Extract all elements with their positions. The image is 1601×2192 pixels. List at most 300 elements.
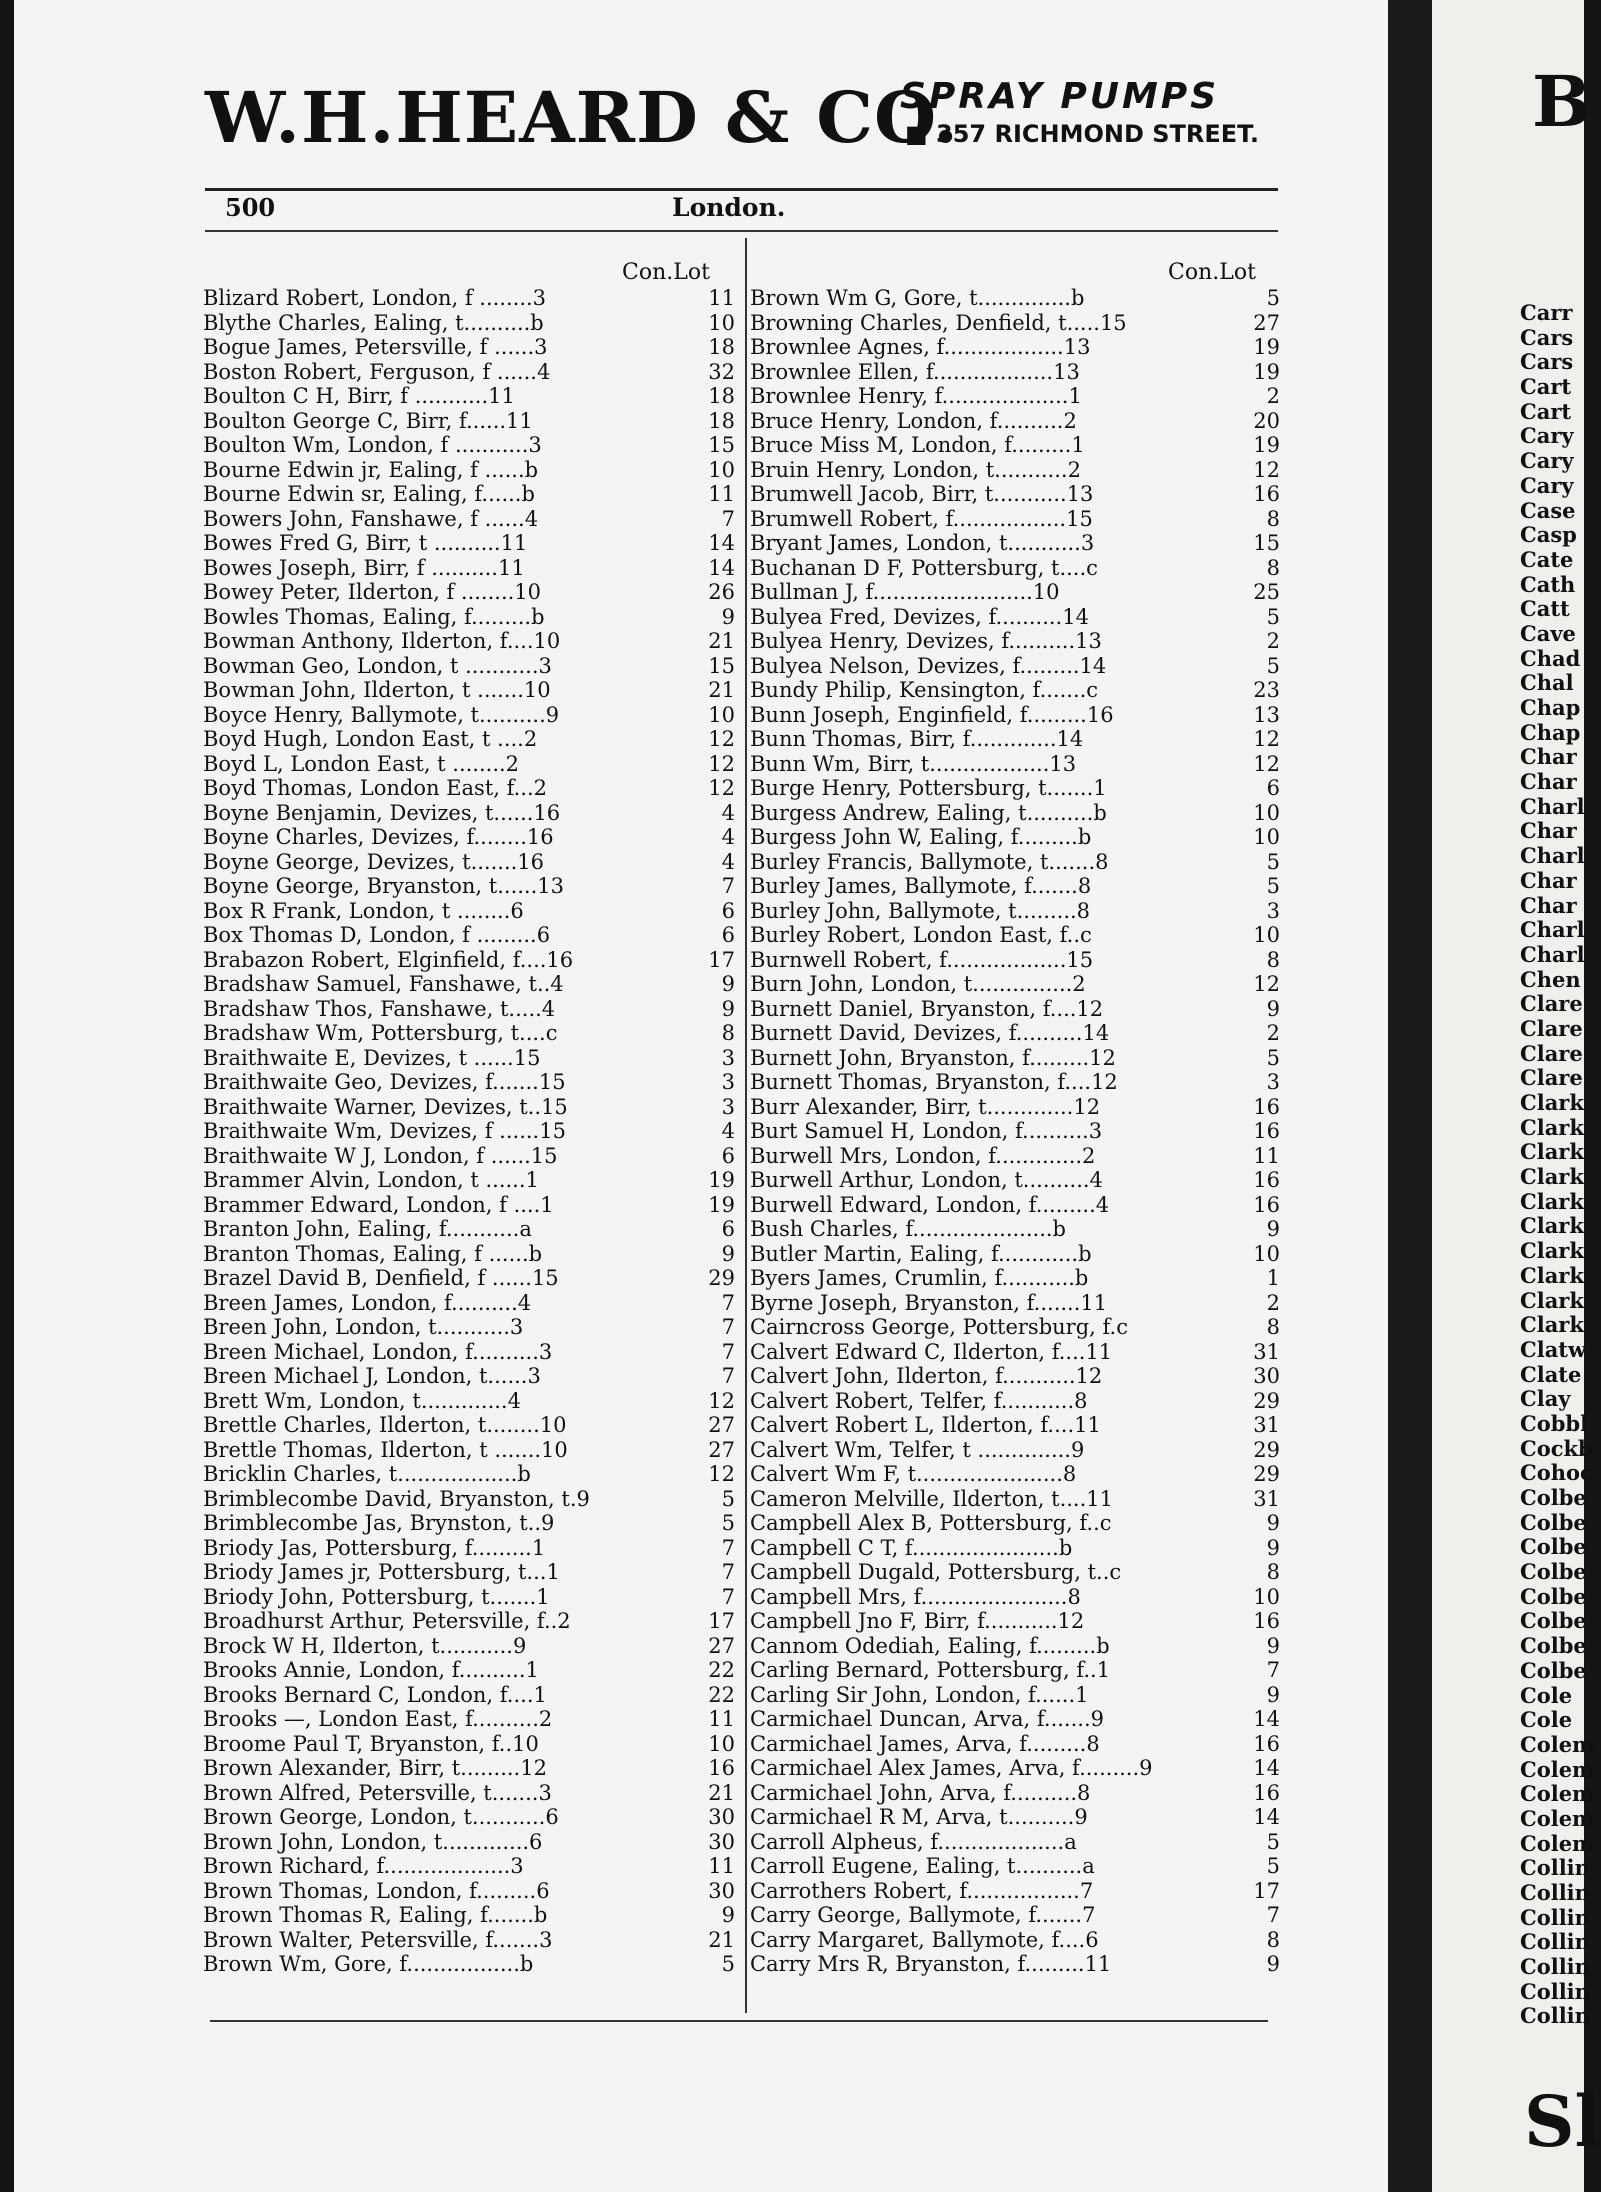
entry-name: Burnett David, Devizes, f..........14 bbox=[750, 1021, 1110, 1046]
entry-lot: 14 bbox=[708, 531, 735, 556]
entry-lot: 30 bbox=[708, 1805, 735, 1830]
adjacent-page-stub: Clark bbox=[1520, 1312, 1584, 1338]
entry-name: Broadhurst Arthur, Petersville, f..2 bbox=[203, 1609, 571, 1634]
directory-entry bbox=[203, 1340, 735, 1365]
directory-entry bbox=[203, 1046, 735, 1071]
entry-name: Bowman Anthony, Ilderton, f....10 bbox=[203, 629, 561, 654]
entry-name: Boyd Hugh, London East, t ....2 bbox=[203, 727, 538, 752]
entry-name: Campbell Dugald, Pottersburg, t..c bbox=[750, 1560, 1122, 1585]
directory-entry bbox=[750, 1462, 1280, 1487]
directory-entry bbox=[203, 825, 735, 850]
entry-name: Carmichael Duncan, Arva, f.......9 bbox=[750, 1707, 1104, 1732]
entry-name: Brown Thomas R, Ealing, f.......b bbox=[203, 1903, 548, 1928]
entry-name: Brown George, London, t...........6 bbox=[203, 1805, 559, 1830]
directory-entry bbox=[203, 899, 735, 924]
entry-lot: 6 bbox=[721, 898, 735, 923]
directory-entry bbox=[750, 654, 1280, 679]
directory-entry bbox=[750, 1021, 1280, 1046]
directory-entry bbox=[203, 580, 735, 605]
directory-entry bbox=[203, 1095, 735, 1120]
entry-name: Burwell Arthur, London, t..........4 bbox=[750, 1168, 1103, 1193]
entry-name: Burnett Thomas, Bryanston, f....12 bbox=[750, 1070, 1118, 1095]
directory-entry bbox=[750, 1511, 1280, 1536]
adjacent-page-stub: Clark bbox=[1520, 1262, 1584, 1288]
directory-entry bbox=[750, 1070, 1280, 1095]
directory-entry bbox=[750, 997, 1280, 1022]
entry-name: Bruin Henry, London, t...........2 bbox=[750, 457, 1081, 482]
entry-lot: 11 bbox=[1253, 1143, 1280, 1168]
entry-name: Brettle Charles, Ilderton, t........10 bbox=[203, 1413, 567, 1438]
entry-name: Campbell C T, f......................b bbox=[750, 1535, 1073, 1560]
entry-lot: 30 bbox=[1253, 1364, 1280, 1389]
ad-product: SPRAY PUMPS bbox=[900, 76, 1220, 117]
entry-name: Braithwaite E, Devizes, t ......15 bbox=[203, 1045, 541, 1070]
entry-lot: 12 bbox=[708, 727, 735, 752]
directory-entry bbox=[203, 1266, 735, 1291]
directory-entry bbox=[203, 1193, 735, 1218]
directory-entry bbox=[750, 433, 1280, 458]
directory-entry bbox=[750, 776, 1280, 801]
entry-name: Burn John, London, t...............2 bbox=[750, 972, 1086, 997]
left-column-list bbox=[203, 286, 735, 1977]
entry-name: Bulyea Henry, Devizes, f..........13 bbox=[750, 629, 1102, 654]
entry-name: Bruce Miss M, London, f.........1 bbox=[750, 433, 1085, 458]
entry-lot: 7 bbox=[721, 1535, 735, 1560]
footer-rule bbox=[210, 2020, 1268, 2022]
entry-name: Boyne George, Devizes, t.......16 bbox=[203, 849, 545, 874]
directory-entry bbox=[750, 556, 1280, 581]
directory-entry bbox=[203, 1781, 735, 1806]
adjacent-page-stub: Casp bbox=[1520, 522, 1577, 548]
entry-name: Bourne Edwin jr, Ealing, f ......b bbox=[203, 457, 539, 482]
directory-entry bbox=[750, 1487, 1280, 1512]
entry-name: Bowey Peter, Ilderton, f ........10 bbox=[203, 580, 542, 605]
entry-lot: 15 bbox=[708, 653, 735, 678]
directory-entry bbox=[750, 1683, 1280, 1708]
ad-address: ■ 357 RICHMOND STREET. bbox=[905, 120, 1260, 148]
directory-entry bbox=[750, 1536, 1280, 1561]
entry-lot: 12 bbox=[708, 1388, 735, 1413]
entry-name: Breen Michael J, London, t......3 bbox=[203, 1364, 541, 1389]
entry-lot: 7 bbox=[721, 1560, 735, 1585]
directory-entry bbox=[203, 409, 735, 434]
entry-lot: 2 bbox=[1266, 629, 1280, 654]
directory-entry bbox=[203, 1683, 735, 1708]
directory-entry bbox=[203, 1756, 735, 1781]
directory-entry bbox=[750, 1389, 1280, 1414]
entry-name: Bowles Thomas, Ealing, f.........b bbox=[203, 604, 545, 629]
entry-lot: 21 bbox=[708, 1927, 735, 1952]
entry-name: Brooks Annie, London, f..........1 bbox=[203, 1658, 539, 1683]
entry-name: Calvert Wm F, t......................8 bbox=[750, 1462, 1077, 1487]
entry-lot: 5 bbox=[1266, 849, 1280, 874]
entry-lot: 30 bbox=[708, 1829, 735, 1854]
entry-name: Brimblecombe David, Bryanston, t.9 bbox=[203, 1486, 590, 1511]
directory-entry bbox=[750, 1805, 1280, 1830]
directory-entry bbox=[750, 1119, 1280, 1144]
entry-lot: 19 bbox=[1253, 359, 1280, 384]
entry-lot: 3 bbox=[1266, 898, 1280, 923]
entry-lot: 29 bbox=[1253, 1437, 1280, 1462]
directory-entry bbox=[750, 458, 1280, 483]
entry-lot: 10 bbox=[708, 310, 735, 335]
entry-lot: 27 bbox=[1253, 310, 1280, 335]
entry-lot: 9 bbox=[721, 604, 735, 629]
entry-lot: 31 bbox=[1253, 1486, 1280, 1511]
entry-lot: 15 bbox=[1253, 531, 1280, 556]
entry-lot: 23 bbox=[1253, 678, 1280, 703]
directory-entry bbox=[750, 801, 1280, 826]
page-title: London. bbox=[672, 193, 786, 222]
entry-name: Cannom Odediah, Ealing, f.........b bbox=[750, 1633, 1110, 1658]
entry-lot: 25 bbox=[1253, 580, 1280, 605]
adjacent-page-stub: Colbe bbox=[1520, 1583, 1587, 1609]
directory-entry bbox=[203, 482, 735, 507]
entry-name: Briody Jas, Pottersburg, f.........1 bbox=[203, 1535, 546, 1560]
directory-entry bbox=[203, 1242, 735, 1267]
directory-entry bbox=[203, 923, 735, 948]
entry-name: Burr Alexander, Birr, t.............12 bbox=[750, 1094, 1101, 1119]
entry-name: Bulyea Nelson, Devizes, f.........14 bbox=[750, 653, 1107, 678]
directory-entry bbox=[203, 1168, 735, 1193]
adjacent-page-stub: Colbe bbox=[1520, 1485, 1587, 1510]
entry-name: Braithwaite Warner, Devizes, t..15 bbox=[203, 1094, 568, 1119]
adjacent-page-stub: Char bbox=[1520, 769, 1577, 795]
header-rule bbox=[205, 188, 1278, 191]
entry-lot: 5 bbox=[1266, 1854, 1280, 1879]
adjacent-page-stub: Chen bbox=[1520, 966, 1581, 992]
entry-name: Carling Sir John, London, f......1 bbox=[750, 1682, 1089, 1707]
adjacent-page-stub: Colem bbox=[1520, 1805, 1595, 1831]
entry-lot: 1 bbox=[1266, 1266, 1280, 1291]
adjacent-page-stub: Clare bbox=[1520, 1065, 1583, 1091]
directory-entry bbox=[750, 1144, 1280, 1169]
entry-name: Burnett Daniel, Bryanston, f....12 bbox=[750, 996, 1104, 1021]
directory-entry bbox=[750, 1217, 1280, 1242]
directory-entry bbox=[750, 1193, 1280, 1218]
directory-entry bbox=[203, 752, 735, 777]
directory-entry bbox=[750, 948, 1280, 973]
entry-name: Byers James, Crumlin, f...........b bbox=[750, 1266, 1089, 1291]
directory-entry bbox=[203, 360, 735, 385]
adjacent-page-stub: Cockb bbox=[1520, 1435, 1593, 1461]
adjacent-page-header-letter: B bbox=[1532, 60, 1592, 143]
entry-name: Campbell Mrs, f......................8 bbox=[750, 1584, 1081, 1609]
entry-lot: 16 bbox=[1253, 1168, 1280, 1193]
entry-name: Bowes Fred G, Birr, t ..........11 bbox=[203, 531, 528, 556]
directory-entry bbox=[750, 703, 1280, 728]
entry-name: Brettle Thomas, Ilderton, t .......10 bbox=[203, 1437, 568, 1462]
adjacent-page-stub: Cart bbox=[1520, 374, 1572, 400]
entry-lot: 14 bbox=[1253, 1756, 1280, 1781]
entry-lot: 3 bbox=[721, 1094, 735, 1119]
directory-entry bbox=[203, 1952, 735, 1977]
entry-lot: 12 bbox=[1253, 972, 1280, 997]
entry-name: Burgess John W, Ealing, f.........b bbox=[750, 825, 1092, 850]
entry-name: Bunn Wm, Birr, t..................13 bbox=[750, 751, 1077, 776]
entry-lot: 21 bbox=[708, 629, 735, 654]
directory-entry bbox=[750, 1609, 1280, 1634]
entry-name: Carmichael John, Arva, f..........8 bbox=[750, 1780, 1091, 1805]
directory-entry bbox=[750, 1291, 1280, 1316]
directory-entry bbox=[203, 1487, 735, 1512]
directory-entry bbox=[203, 1119, 735, 1144]
entry-name: Braithwaite Wm, Devizes, f ......15 bbox=[203, 1119, 566, 1144]
entry-name: Bogue James, Petersville, f ......3 bbox=[203, 335, 548, 360]
entry-name: Carmichael R M, Arva, t..........9 bbox=[750, 1805, 1088, 1830]
entry-lot: 12 bbox=[708, 776, 735, 801]
entry-name: Brimblecombe Jas, Brynston, t..9 bbox=[203, 1511, 555, 1536]
directory-entry bbox=[203, 1634, 735, 1659]
entry-name: Campbell Alex B, Pottersburg, f..c bbox=[750, 1511, 1112, 1536]
entry-lot: 7 bbox=[721, 1339, 735, 1364]
adjacent-page-stub: Clatw bbox=[1520, 1336, 1587, 1362]
adjacent-page-stub: Cate bbox=[1520, 546, 1574, 572]
entry-name: Boyce Henry, Ballymote, t..........9 bbox=[203, 702, 560, 727]
entry-name: Calvert Edward C, Ilderton, f....11 bbox=[750, 1339, 1113, 1364]
adjacent-page-stub: Charl bbox=[1520, 941, 1585, 967]
directory-entry bbox=[203, 1070, 735, 1095]
entry-name: Bunn Joseph, Enginfield, f.........16 bbox=[750, 702, 1114, 727]
entry-name: Carry Mrs R, Bryanston, f.........11 bbox=[750, 1952, 1112, 1977]
directory-entry bbox=[203, 311, 735, 336]
directory-entry bbox=[203, 1438, 735, 1463]
adjacent-page-stub: Colbe bbox=[1520, 1509, 1587, 1535]
adjacent-page-stub: Cave bbox=[1520, 620, 1576, 646]
directory-entry bbox=[203, 703, 735, 728]
adjacent-page-stub: Char bbox=[1520, 892, 1577, 918]
entry-lot: 7 bbox=[721, 1290, 735, 1315]
entry-name: Bryant James, London, t...........3 bbox=[750, 531, 1095, 556]
entry-name: Butler Martin, Ealing, f............b bbox=[750, 1241, 1092, 1266]
adjacent-page-stub: Clare bbox=[1520, 1015, 1583, 1041]
page-gutter bbox=[1388, 0, 1432, 2192]
adjacent-page-stubs bbox=[1520, 300, 1594, 2028]
directory-entry bbox=[203, 1413, 735, 1438]
entry-name: Brown Wm G, Gore, t..............b bbox=[750, 286, 1085, 311]
entry-lot: 26 bbox=[708, 580, 735, 605]
entry-name: Burgess Andrew, Ealing, t..........b bbox=[750, 800, 1107, 825]
entry-name: Brown Wm, Gore, f.................b bbox=[203, 1952, 534, 1977]
entry-lot: 9 bbox=[721, 972, 735, 997]
adjacent-page-stub: Clark bbox=[1520, 1090, 1584, 1115]
entry-name: Burley Francis, Ballymote, t.......8 bbox=[750, 849, 1109, 874]
entry-lot: 7 bbox=[1266, 1658, 1280, 1683]
entry-lot: 4 bbox=[721, 800, 735, 825]
adjacent-page-stub: Chad bbox=[1520, 645, 1581, 671]
entry-lot: 14 bbox=[1253, 1805, 1280, 1830]
entry-name: Calvert Wm, Telfer, t ..............9 bbox=[750, 1437, 1085, 1462]
entry-name: Breen John, London, t...........3 bbox=[203, 1315, 524, 1340]
entry-lot: 7 bbox=[721, 506, 735, 531]
directory-entry bbox=[750, 286, 1280, 311]
directory-entry bbox=[203, 1021, 735, 1046]
entry-lot: 8 bbox=[1266, 1560, 1280, 1585]
entry-name: Brazel David B, Denfield, f ......15 bbox=[203, 1266, 559, 1291]
entry-name: Branton John, Ealing, f...........a bbox=[203, 1217, 532, 1242]
directory-entry bbox=[203, 727, 735, 752]
entry-name: Bulyea Fred, Devizes, f..........14 bbox=[750, 604, 1089, 629]
adjacent-page-stub: Carr bbox=[1520, 300, 1573, 325]
adjacent-page-stub: Clare bbox=[1520, 991, 1583, 1017]
entry-lot: 4 bbox=[721, 1119, 735, 1144]
page-number: 500 bbox=[225, 193, 276, 222]
adjacent-page-stub: Clark bbox=[1520, 1164, 1584, 1190]
adjacent-page-stub: Colbe bbox=[1520, 1633, 1587, 1659]
entry-name: Calvert John, Ilderton, f...........12 bbox=[750, 1364, 1103, 1389]
adjacent-page bbox=[1432, 0, 1601, 2192]
entry-lot: 9 bbox=[1266, 1535, 1280, 1560]
directory-entry bbox=[203, 678, 735, 703]
entry-name: Brownlee Ellen, f..................13 bbox=[750, 359, 1080, 384]
directory-entry bbox=[203, 1217, 735, 1242]
adjacent-page-stub: Cole bbox=[1520, 1707, 1573, 1733]
directory-entry bbox=[750, 1266, 1280, 1291]
adjacent-page-stub: Cars bbox=[1520, 349, 1574, 375]
entry-lot: 12 bbox=[708, 751, 735, 776]
entry-name: Burley James, Ballymote, f.......8 bbox=[750, 874, 1092, 899]
directory-entry bbox=[203, 1879, 735, 1904]
directory-entry bbox=[750, 874, 1280, 899]
directory-entry bbox=[203, 972, 735, 997]
left-column-header: Con.Lot bbox=[622, 260, 710, 285]
entry-name: Breen James, London, f..........4 bbox=[203, 1290, 532, 1315]
entry-lot: 17 bbox=[1253, 1878, 1280, 1903]
entry-name: Brabazon Robert, Elginfield, f....16 bbox=[203, 947, 574, 972]
adjacent-page-stub: Chal bbox=[1520, 670, 1574, 696]
directory-entry bbox=[203, 948, 735, 973]
entry-name: Brown Thomas, London, f.........6 bbox=[203, 1878, 550, 1903]
entry-lot: 7 bbox=[721, 874, 735, 899]
entry-lot: 12 bbox=[1253, 457, 1280, 482]
adjacent-page-stub: Colbe bbox=[1520, 1534, 1587, 1560]
adjacent-page-stub: Catt bbox=[1520, 596, 1570, 622]
entry-lot: 8 bbox=[1266, 1927, 1280, 1952]
directory-entry bbox=[203, 556, 735, 581]
entry-name: Burley Robert, London East, f..c bbox=[750, 923, 1092, 948]
entry-lot: 8 bbox=[1266, 947, 1280, 972]
adjacent-page-stub: Cary bbox=[1520, 448, 1574, 474]
entry-lot: 16 bbox=[1253, 482, 1280, 507]
adjacent-page-stub: Cars bbox=[1520, 324, 1574, 350]
entry-lot: 5 bbox=[721, 1952, 735, 1977]
entry-name: Cameron Melville, Ilderton, t....11 bbox=[750, 1486, 1113, 1511]
adjacent-page-stub: Clark bbox=[1520, 1139, 1584, 1165]
right-column-header: Con.Lot bbox=[1168, 260, 1256, 285]
entry-lot: 3 bbox=[1266, 1070, 1280, 1095]
entry-lot: 8 bbox=[721, 1021, 735, 1046]
entry-lot: 31 bbox=[1253, 1413, 1280, 1438]
directory-entry bbox=[750, 531, 1280, 556]
entry-name: Bowman John, Ilderton, t .......10 bbox=[203, 678, 551, 703]
entry-lot: 19 bbox=[1253, 335, 1280, 360]
entry-lot: 16 bbox=[1253, 1119, 1280, 1144]
entry-name: Carry George, Ballymote, f.......7 bbox=[750, 1903, 1096, 1928]
entry-lot: 5 bbox=[721, 1486, 735, 1511]
directory-entry bbox=[750, 825, 1280, 850]
directory-entry bbox=[750, 629, 1280, 654]
entry-lot: 10 bbox=[708, 1731, 735, 1756]
directory-entry bbox=[750, 1364, 1280, 1389]
entry-name: Calvert Robert L, Ilderton, f....11 bbox=[750, 1413, 1101, 1438]
entry-name: Carrothers Robert, f.................7 bbox=[750, 1878, 1094, 1903]
directory-entry bbox=[750, 482, 1280, 507]
entry-lot: 18 bbox=[708, 384, 735, 409]
adjacent-page-bottom-text: Sl bbox=[1524, 2080, 1601, 2163]
entry-name: Brumwell Robert, f.................15 bbox=[750, 506, 1093, 531]
directory-entry bbox=[750, 850, 1280, 875]
adjacent-page-stub: Clay bbox=[1520, 1386, 1571, 1412]
adjacent-page-stub: Clark bbox=[1520, 1287, 1584, 1313]
entry-lot: 31 bbox=[1253, 1339, 1280, 1364]
entry-lot: 9 bbox=[1266, 1633, 1280, 1658]
entry-name: Carmichael James, Arva, f.........8 bbox=[750, 1731, 1100, 1756]
entry-name: Browning Charles, Denfield, t.....15 bbox=[750, 310, 1127, 335]
directory-entry bbox=[203, 654, 735, 679]
directory-entry bbox=[750, 1413, 1280, 1438]
adjacent-page-stub: Cart bbox=[1520, 398, 1572, 424]
adjacent-page-stub: Cary bbox=[1520, 423, 1574, 449]
adjacent-page-stub: Colem bbox=[1520, 1756, 1595, 1782]
entry-lot: 3 bbox=[721, 1070, 735, 1095]
entry-lot: 16 bbox=[1253, 1731, 1280, 1756]
directory-entry bbox=[750, 1928, 1280, 1953]
directory-entry bbox=[750, 1781, 1280, 1806]
entry-lot: 16 bbox=[1253, 1192, 1280, 1217]
entry-lot: 8 bbox=[1266, 555, 1280, 580]
entry-lot: 17 bbox=[708, 1609, 735, 1634]
entry-lot: 9 bbox=[721, 1241, 735, 1266]
adjacent-page-stub: Clate bbox=[1520, 1361, 1582, 1387]
right-column-list bbox=[750, 286, 1280, 1977]
entry-lot: 7 bbox=[1266, 1903, 1280, 1928]
directory-entry bbox=[203, 1364, 735, 1389]
adjacent-page-stub: Clark bbox=[1520, 1238, 1584, 1264]
directory-entry bbox=[203, 629, 735, 654]
entry-name: Burwell Edward, London, f.........4 bbox=[750, 1192, 1110, 1217]
entry-lot: 9 bbox=[1266, 1682, 1280, 1707]
entry-lot: 19 bbox=[708, 1192, 735, 1217]
entry-name: Calvert Robert, Telfer, f...........8 bbox=[750, 1388, 1088, 1413]
entry-name: Bunn Thomas, Birr, f.............14 bbox=[750, 727, 1084, 752]
adjacent-page-stub: Collin bbox=[1520, 1904, 1590, 1930]
directory-entry bbox=[203, 1144, 735, 1169]
directory-entry bbox=[203, 1291, 735, 1316]
entry-lot: 18 bbox=[708, 408, 735, 433]
entry-name: Branton Thomas, Ealing, f ......b bbox=[203, 1241, 543, 1266]
entry-name: Briody James jr, Pottersburg, t...1 bbox=[203, 1560, 560, 1585]
entry-lot: 29 bbox=[1253, 1388, 1280, 1413]
directory-entry bbox=[203, 874, 735, 899]
adjacent-page-stub: Collin bbox=[1520, 1978, 1590, 2004]
directory-entry bbox=[750, 923, 1280, 948]
entry-lot: 20 bbox=[1253, 408, 1280, 433]
directory-entry bbox=[750, 360, 1280, 385]
entry-name: Cairncross George, Pottersburg, f.c bbox=[750, 1315, 1128, 1340]
entry-name: Bullman J, f........................10 bbox=[750, 580, 1060, 605]
adjacent-page-stub: Colem bbox=[1520, 1781, 1595, 1807]
entry-name: Breen Michael, London, f..........3 bbox=[203, 1339, 553, 1364]
entry-lot: 6 bbox=[721, 923, 735, 948]
entry-name: Brownlee Henry, f...................1 bbox=[750, 384, 1082, 409]
entry-lot: 7 bbox=[721, 1315, 735, 1340]
directory-entry bbox=[203, 605, 735, 630]
entry-lot: 17 bbox=[708, 947, 735, 972]
directory-entry bbox=[203, 335, 735, 360]
entry-lot: 5 bbox=[1266, 604, 1280, 629]
entry-name: Bowes Joseph, Birr, f ..........11 bbox=[203, 555, 525, 580]
entry-name: Burnwell Robert, f..................15 bbox=[750, 947, 1094, 972]
